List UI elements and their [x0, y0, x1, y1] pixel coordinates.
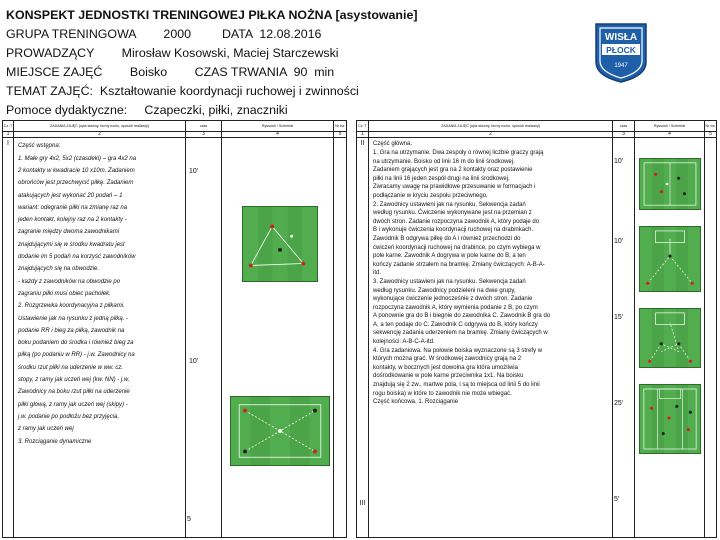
task-text-line: rozpoczyna zawodnik A, który wymienia podanie z B, po czym — [373, 304, 538, 311]
col-header-tasks: ZADANIA ZAJĘĆ (opis słowny, formy ruchu, sposób realizacji) — [369, 121, 613, 132]
exercise-no-cell — [334, 138, 347, 538]
task-text-line: boku podaniem do środka i również bieg za — [18, 340, 134, 347]
tasks-text — [369, 138, 612, 406]
col-num: 5 — [705, 132, 717, 138]
col-header-diagram: Rysunek / Schemat — [222, 121, 334, 132]
task-text-line: 2. Zawodnicy ustawieni jak na rysunku. Sekwencja zadań — [373, 201, 526, 208]
time-value: 10' — [189, 168, 199, 176]
task-text-line: obrońców jest przechwycić piłkę. Zadaniem — [18, 180, 134, 187]
task-text-line: podanie RR i bieg za piłką, zawodnik na — [18, 327, 125, 334]
time-value: 10' — [614, 238, 624, 246]
task-text-line: B i wykonuje ćwiczenia koordynacji ruchowej na drabinkach. — [373, 227, 534, 234]
task-text-line: 1. Gra na utrzymanie. Dwa zespoły o równej liczbie graczy grają — [373, 150, 544, 156]
tasks-cell — [369, 138, 613, 538]
training-group-line: GRUPA TRENINGOWA 2000 DATA 12.08.2016 — [6, 27, 322, 41]
task-text-line: Zadaniem grających jest gra na 2 kontakty oraz postawienie — [373, 167, 533, 174]
task-text-line: kończy zadanie strzałem na bramkę. Zmiany ćwiczących: A-B-A- — [373, 261, 545, 268]
part-label: III — [359, 500, 366, 508]
col-num: 1 — [357, 132, 369, 138]
document-header — [6, 6, 596, 120]
task-text-line: piłki na linii 16 jeden zespół drugi na linii środkowej. — [373, 175, 510, 182]
drill-diagram-pitch — [639, 384, 701, 454]
task-text-line: kontakty, w bocznych jest dowolna gra która umożliwia — [373, 364, 518, 371]
diagram-cell — [635, 138, 705, 538]
col-header-exercise-no: Nr ćw. — [334, 121, 347, 132]
col-header-diagram: Rysunek / Schemat — [635, 121, 705, 132]
tasks-text — [14, 138, 185, 447]
col-num: 1 — [3, 132, 14, 138]
drill-diagram-pitch — [639, 158, 701, 210]
task-text-line: A, a ten podaje do C. Zawodnik C odgrywa do B, który kończy — [373, 321, 538, 328]
task-text-line: Część wstępna: — [18, 143, 61, 150]
task-text-line: Część główna. — [373, 141, 413, 148]
task-text-line: j.w. podanie po podłożu bez przyjęcia, — [18, 413, 120, 420]
task-text-line: z ramy jak uczeń wej — [18, 426, 74, 433]
task-text-line: 2 kontakty w kwadracie 10 x10m. Zadaniem — [18, 168, 135, 174]
time-value: 25' — [614, 400, 624, 408]
col-header-exercise-no: Nr ćw. — [705, 121, 717, 132]
col-num: 4 — [635, 132, 705, 138]
col-header-part: Cz. T — [357, 121, 369, 132]
col-num: 5 — [334, 132, 347, 138]
task-text-line: środku rzut piłki na uderzenie w ww. cz. — [18, 364, 124, 371]
task-text-line: znajdującymi się w środku kwadratu jest — [18, 241, 125, 248]
topic-line: TEMAT ZAJĘĆ: Kształtowanie koordynacji ruchowej i zwinności — [6, 84, 359, 98]
task-text-line: Zwracamy uwagę na prawidłowe przesuwanie w formacjach i — [373, 184, 536, 191]
task-text-line: piłki głową, z ramy jak uczeń wej (skipy) - — [18, 401, 128, 408]
task-text-line: podłączanie w kryciu zespołu przeciwnego. — [373, 192, 488, 199]
crest-year: 1947 — [614, 63, 628, 69]
drill-diagram-pitch — [639, 308, 701, 368]
task-text-line: dwóch stron. Zadanie rozpoczyna zawodnik A, który podaje do — [373, 218, 540, 225]
document-title: KONSPEKT JEDNOSTKI TRENINGOWEJ PIŁKA NOŻNA [asystowanie] — [6, 8, 418, 22]
club-crest-logo — [593, 22, 649, 84]
part-label: I — [3, 138, 14, 538]
task-text-line: kolejności: A-B-C-A-itd. — [373, 339, 435, 346]
part-label: II — [360, 140, 365, 148]
col-header-time: czas — [186, 121, 222, 132]
task-text-line: Część końcowa. 1. Rozciąganie — [373, 399, 459, 406]
task-text-line: A ponownie gra do B i biegnie do zawodnika C. Zawodnik B gra do — [373, 313, 551, 320]
col-num: 2 — [14, 132, 186, 138]
task-text-line: zagranie między dwoma zawodnikami — [18, 229, 120, 236]
diagram-cell — [222, 138, 334, 538]
equipment-line: Pomoce dydaktyczne: Czapeczki, piłki, znaczniki — [6, 103, 288, 117]
part-label-cell — [357, 138, 369, 538]
col-num: 2 — [369, 132, 613, 138]
task-text-line: według rysunku. Zawodnicy podzieleni na dwie grupy, — [373, 287, 516, 294]
time-value: 10' — [614, 158, 624, 166]
task-text-line: pole karne. Zawodnik A dogrywa w pole karne do B, a ten — [373, 253, 526, 260]
task-text-line: 2. Rozgrzewka koordynacyjna z piłkami. — [18, 303, 125, 310]
task-text-line: Ustawienie jak na rysunku z jedną piłką. - — [18, 315, 129, 322]
coaches-line: PROWADZĄCY Mirosław Kosowski, Maciej Starczewski — [6, 46, 339, 60]
task-text-line: stopy, z ramy jak uczeń wej (kw. NN) - j.w. — [18, 377, 130, 384]
col-header-tasks: ZADANIA ZAJĘĆ (opis słowny, formy ruchu, sposób realizacji) — [14, 121, 186, 132]
col-header-part: Cz. T — [3, 121, 14, 132]
exercise-no-cell — [705, 138, 717, 538]
time-value: 5' — [614, 496, 620, 504]
tasks-cell — [14, 138, 186, 538]
drill-diagram-pitch — [242, 206, 318, 282]
time-cell — [613, 138, 635, 538]
time-cell — [186, 138, 222, 538]
task-text-line: zagraniu piłki musi obiec pachołek. — [18, 290, 111, 297]
task-text-line: jeden kontakt, kolejny raz na 2 kontakty - — [18, 217, 127, 224]
task-text-line: znajdujących się na obwodzie. — [18, 266, 100, 273]
drill-diagram-pitch — [639, 226, 701, 292]
task-text-line: atakujących jest wykonać 20 podań – 1 — [18, 192, 123, 199]
task-text-line: znajdują się 2 zw., martwe pola, i są to miejsca od linii 5 do linii — [373, 382, 540, 389]
task-text-line: dośrodkowanie w pole karne przeciwnika 1x1. Na boisku — [373, 373, 524, 380]
task-text-line: piłką (po podaniu w RR) - j.w. Zawodnicy na — [18, 352, 135, 359]
time-value: 10' — [189, 358, 199, 366]
task-text-line: - każdy z zawodników na obwodzie po — [18, 278, 121, 285]
task-text-line: 3. Rozciąganie dynamiczne — [18, 438, 92, 445]
task-text-line: Zawodnik B odgrywa piłkę do A i również przechodzi do — [373, 235, 521, 242]
col-header-time: czas — [613, 121, 635, 132]
time-value: 15' — [614, 314, 624, 322]
right-plan-table — [356, 120, 717, 538]
task-text-line: rogu boiska) w które to zawodnik nie może wbiegać. — [373, 390, 512, 397]
task-text-line: których można grać. W środkowej zawodnicy grają na 2 — [373, 356, 522, 363]
task-text-line: na utrzymanie. Boisko od linii 16 m do linii środkowej. — [373, 158, 515, 165]
task-text-line: 1. Małe gry 4x2, 5x2 (czasdeki) – gra 4x2 na — [18, 155, 137, 162]
drill-diagram-pitch — [230, 396, 330, 466]
task-text-line: dodanie im 5 podań na korzyść zawodników — [18, 254, 136, 261]
col-num: 4 — [222, 132, 334, 138]
task-text-line: itd. — [373, 270, 382, 277]
left-plan-table — [2, 120, 347, 538]
task-text-line: sekwencję zadania uderzeniem na bramkę. Zmiany ćwiczących w — [373, 330, 548, 337]
task-text-line: wykonujące ćwiczenie jednocześnie z dwóch stron. Zadanie — [373, 296, 533, 303]
task-text-line: wariant: odegranie piłki na zmianę raz na — [18, 204, 128, 211]
task-text-line: 3. Zawodnicy ustawieni jak na rysunku. Sekwencja zadań — [373, 278, 526, 285]
col-num: 3 — [186, 132, 222, 138]
task-text-line: Zawodnicy na boku rzut piłki na uderzenie — [18, 389, 130, 396]
exercise-number: 5 — [187, 516, 191, 524]
task-text-line: 4. Gra zadaniowa. Na połowie boiska wyznaczone są 3 strefy w — [373, 347, 543, 354]
task-text-line: ćwiczeń koordynacji ruchowej na drabince, po czym wybiega w — [373, 244, 541, 251]
crest-name-bottom: PŁOCK — [606, 45, 636, 55]
task-text-line: według rysunku. Ćwiczenie wykonywane jest na przemian z — [373, 210, 532, 217]
venue-line: MIEJSCE ZAJĘĆ Boisko CZAS TRWANIA 90 min — [6, 65, 335, 79]
crest-name-top: WISŁA — [604, 32, 638, 43]
col-num: 3 — [613, 132, 635, 138]
